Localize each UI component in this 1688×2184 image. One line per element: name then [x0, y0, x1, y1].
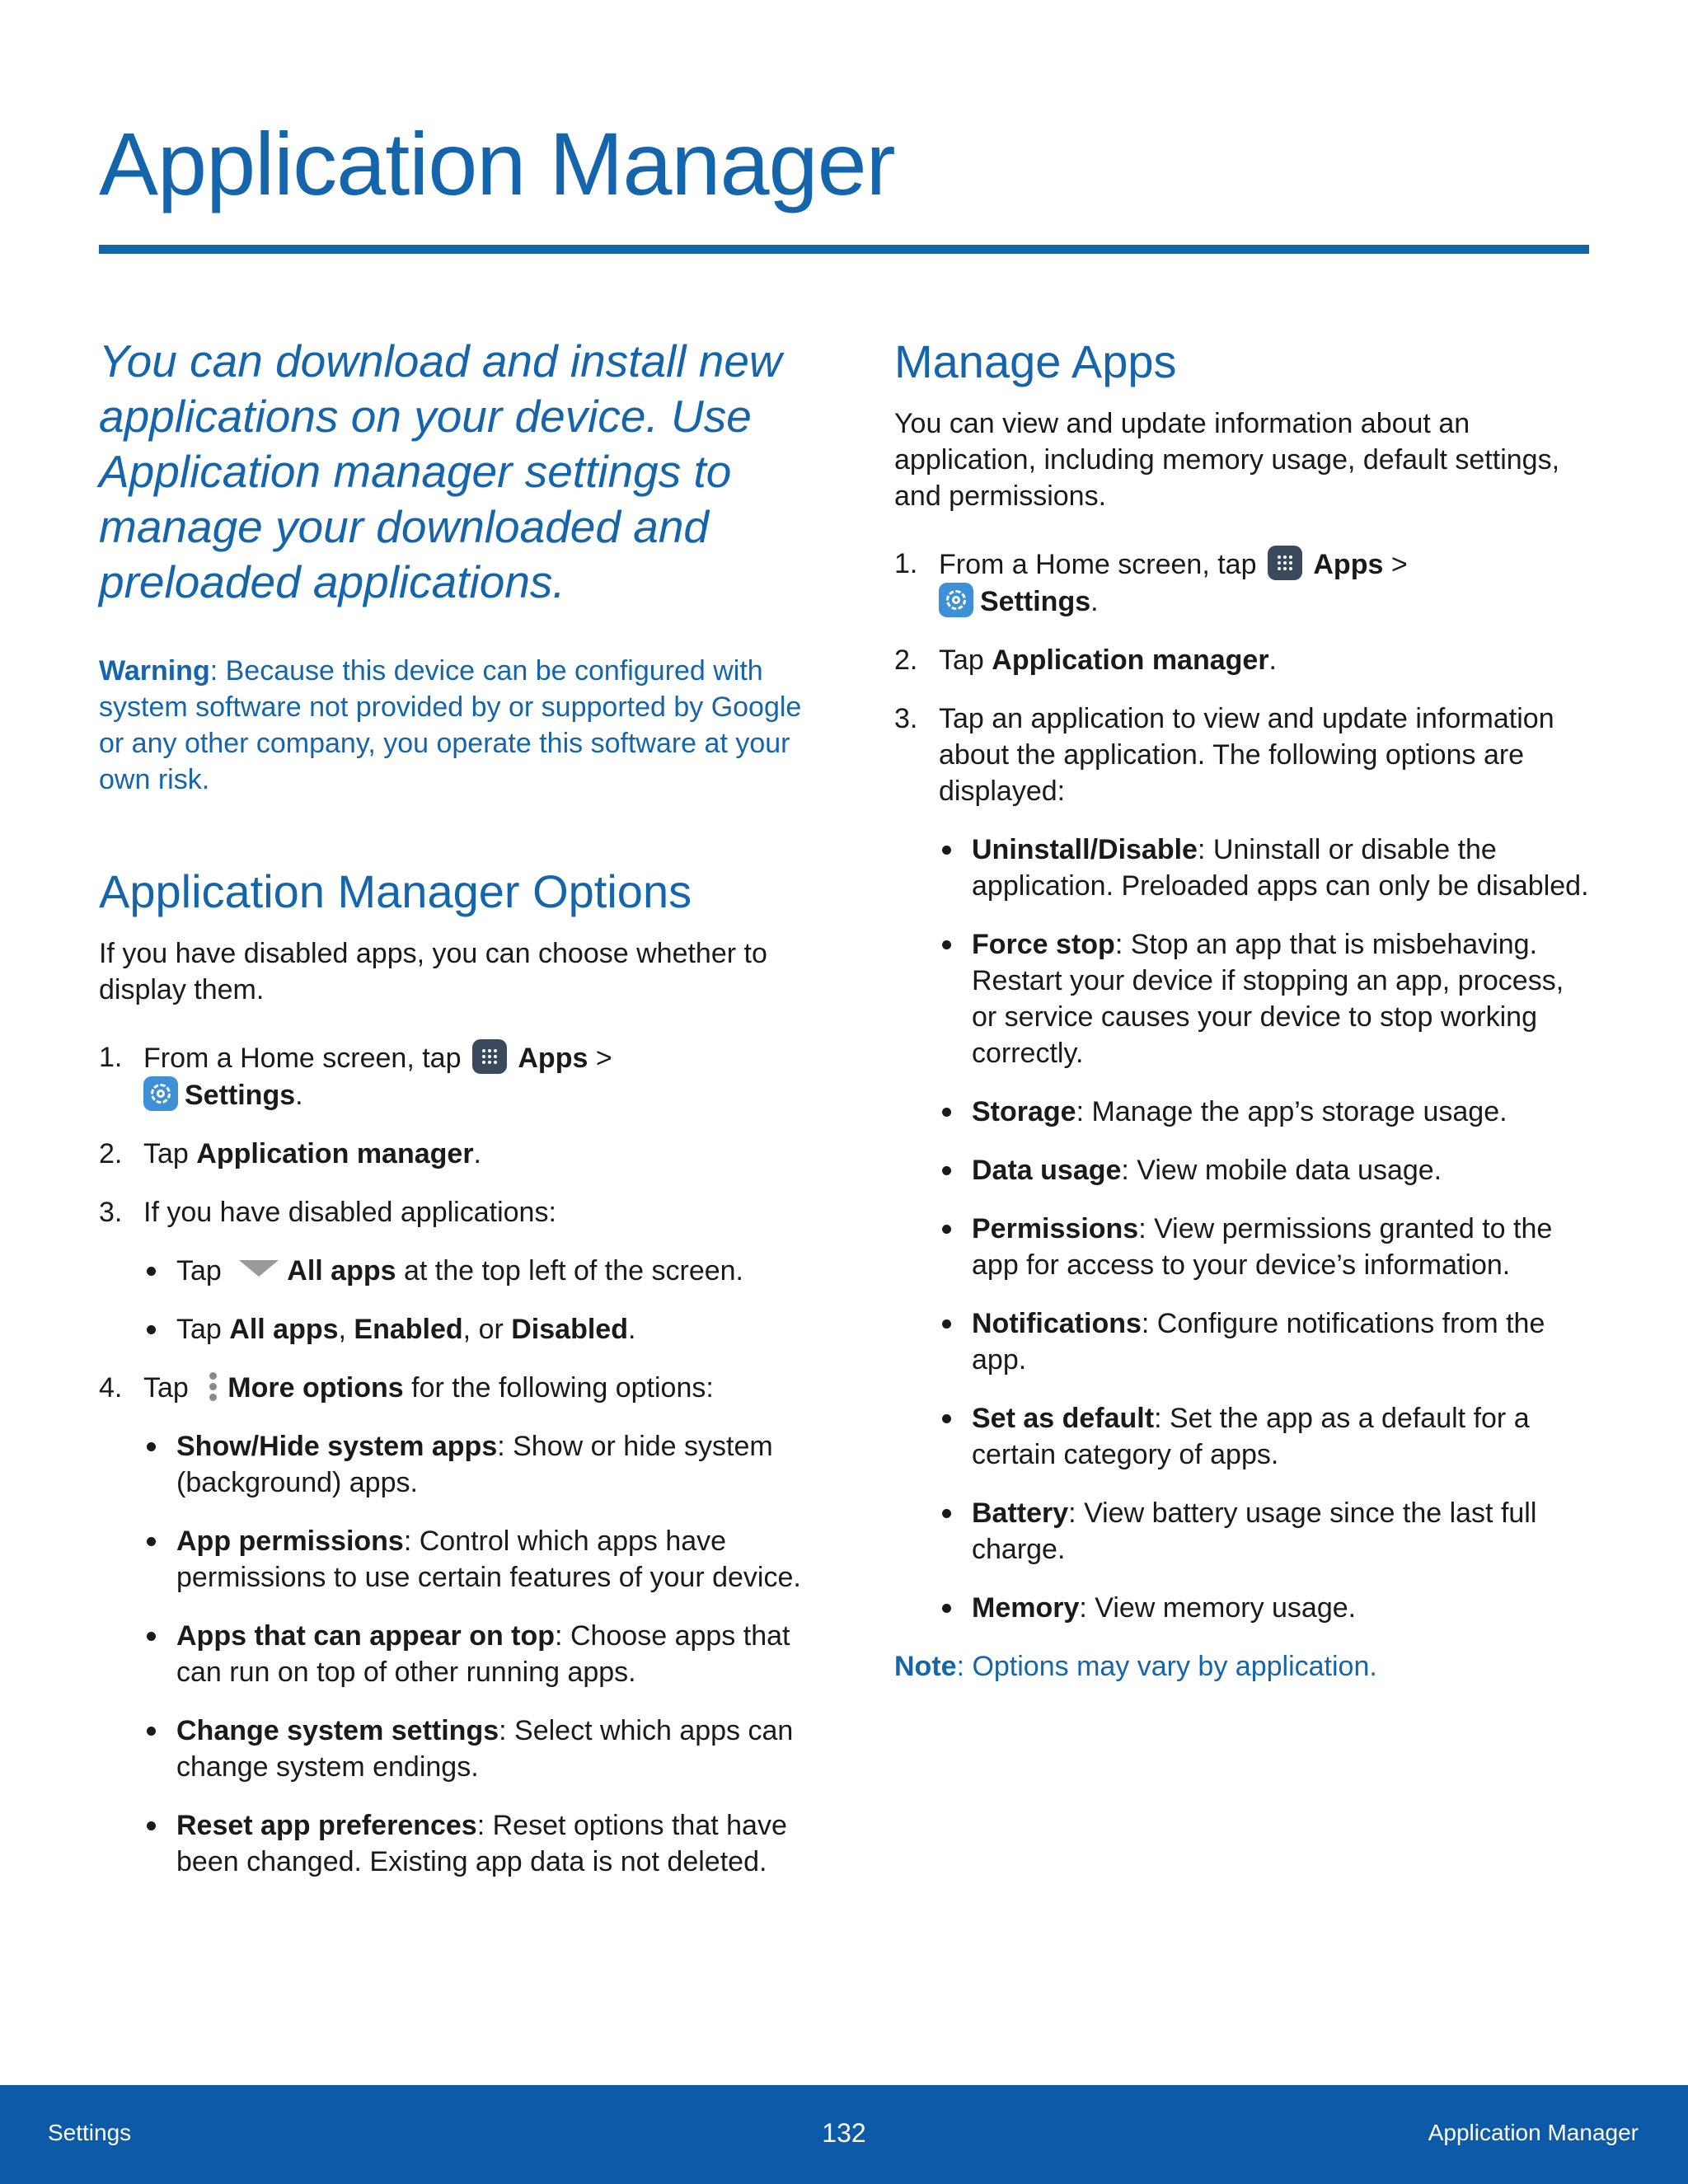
- options-step-4: [99, 1370, 808, 1880]
- item-desc: : Select which apps can change system endings.: [176, 1715, 794, 1783]
- step-3-bullets: [143, 1253, 808, 1347]
- item-text: Tap: [176, 1314, 230, 1346]
- warning-callout: [99, 653, 808, 798]
- step-text: From a Home screen, tap: [143, 1043, 469, 1075]
- more-options-label: More options: [227, 1372, 404, 1404]
- footer-section-label: Settings: [48, 2120, 132, 2145]
- list-item: [939, 1495, 1589, 1568]
- apps-icon: [1268, 546, 1302, 580]
- separator: >: [1383, 549, 1408, 581]
- item-desc: : Stop an app that is misbehaving. Restart your device if stopping an app, process, or service causes your device to stop working correctly.: [972, 929, 1564, 1070]
- manage-step-1: [894, 546, 1589, 620]
- item-term: Memory: [972, 1592, 1080, 1624]
- settings-icon: [143, 1076, 178, 1111]
- punctuation: .: [295, 1080, 303, 1112]
- item-text: Tap: [176, 1255, 230, 1287]
- list-item: [143, 1618, 808, 1690]
- item-desc: : Choose apps that can run on top of other running apps.: [176, 1620, 790, 1689]
- apps-label: Apps: [518, 1043, 588, 1075]
- item-term: Storage: [972, 1096, 1076, 1128]
- step-text: Tap: [143, 1372, 197, 1404]
- step-number: 4.: [99, 1372, 123, 1404]
- step-number: 2.: [99, 1138, 123, 1170]
- item-desc: : Manage the app’s storage usage.: [1076, 1096, 1507, 1128]
- application-manager-label: Application manager: [196, 1138, 474, 1170]
- item-desc: : View memory usage.: [1079, 1592, 1357, 1624]
- separator: >: [588, 1043, 612, 1075]
- manage-steps: [894, 546, 1589, 1626]
- step-number: 3.: [99, 1197, 123, 1229]
- section-heading-manage-apps: Manage Apps: [894, 335, 1177, 387]
- item-desc: : Configure notifications from the app.: [972, 1308, 1545, 1376]
- item-term: Apps that can appear on top: [176, 1620, 556, 1652]
- step-text: From a Home screen, tap: [939, 549, 1264, 581]
- list-item: [143, 1311, 808, 1347]
- list-item: [143, 1713, 808, 1785]
- list-item: [939, 926, 1589, 1071]
- chapter-intro: You can download and install new applications on your device. Use Application manager settings to manage your downloaded and preloaded applications.: [99, 335, 782, 607]
- note-text: : Options may vary by application.: [956, 1651, 1377, 1683]
- left-column: [99, 334, 808, 1902]
- step-number: 3.: [894, 703, 918, 735]
- item-term: Notifications: [972, 1308, 1142, 1340]
- warning-label: Warning: [99, 655, 210, 687]
- footer-chapter-label: Application Manager: [1428, 2120, 1639, 2145]
- item-term: Uninstall/Disable: [972, 834, 1198, 866]
- step-number: 1.: [894, 548, 918, 580]
- item-term: Show/Hide system apps: [176, 1431, 498, 1463]
- item-term: Set as default: [972, 1403, 1155, 1435]
- options-step-3: [99, 1194, 808, 1347]
- list-item: [939, 1211, 1589, 1283]
- list-item: [939, 1400, 1589, 1473]
- punctuation: .: [1090, 586, 1099, 618]
- step-text: for the following options:: [403, 1372, 714, 1404]
- step-text: If you have disabled applications:: [143, 1197, 556, 1229]
- separator: , or: [462, 1314, 512, 1346]
- apps-icon: [472, 1039, 507, 1074]
- note-label: Note: [894, 1651, 957, 1683]
- page-footer: [0, 2085, 1688, 2184]
- options-steps: [99, 1039, 808, 1880]
- item-term: App permissions: [176, 1526, 404, 1558]
- separator: ,: [338, 1314, 354, 1346]
- item-term: Battery: [972, 1497, 1069, 1530]
- right-column: [894, 334, 1589, 1685]
- list-item: [939, 1590, 1589, 1626]
- step-4-bullets: [143, 1428, 808, 1880]
- list-item: [143, 1253, 808, 1289]
- step-text: Tap: [143, 1138, 197, 1170]
- item-desc: : View battery usage since the last full charge.: [972, 1497, 1537, 1566]
- item-desc: : View permissions granted to the app for access to your device’s information.: [972, 1213, 1553, 1282]
- punctuation: .: [1268, 644, 1277, 677]
- item-term: Reset app preferences: [176, 1810, 477, 1842]
- item-term: All apps: [229, 1314, 339, 1346]
- item-desc: : Reset options that have been changed. Existing app data is not deleted.: [176, 1810, 787, 1878]
- dropdown-arrow-icon: [239, 1260, 279, 1277]
- list-item: [939, 1152, 1589, 1188]
- item-desc: : Control which apps have permissions to use certain features of your device.: [176, 1526, 801, 1594]
- step-number: 2.: [894, 644, 918, 677]
- punctuation: .: [627, 1314, 636, 1346]
- item-term: All apps: [287, 1255, 396, 1287]
- item-term: Force stop: [972, 929, 1115, 961]
- list-item: [939, 832, 1589, 904]
- item-term: Permissions: [972, 1213, 1139, 1245]
- item-term: Disabled: [511, 1314, 628, 1346]
- settings-icon: [939, 583, 973, 617]
- manage-step-3: [894, 701, 1589, 1626]
- manage-intro: You can view and update information about an application, including memory usage, default settings, and permissions.: [894, 408, 1560, 513]
- more-options-icon: [208, 1371, 218, 1404]
- options-step-1: [99, 1039, 808, 1113]
- page-title: Application Manager: [99, 114, 895, 213]
- manage-step-2: [894, 642, 1589, 678]
- settings-label: Settings: [980, 586, 1091, 618]
- item-term: Change system settings: [176, 1715, 499, 1747]
- warning-text: : Because this device can be configured with system software not provided by or supported by Google or any other company, you operate this software at your own risk.: [99, 655, 802, 795]
- options-step-2: [99, 1136, 808, 1172]
- list-item: [143, 1428, 808, 1501]
- list-item: [143, 1523, 808, 1596]
- step-number: 1.: [99, 1042, 123, 1074]
- title-divider: [99, 245, 1589, 254]
- options-intro: If you have disabled apps, you can choose whether to display them.: [99, 938, 767, 1006]
- item-desc: : Set the app as a default for a certain category of apps.: [972, 1403, 1530, 1471]
- application-manager-label: Application manager: [992, 644, 1269, 677]
- step-text: Tap: [939, 644, 992, 677]
- punctuation: .: [473, 1138, 481, 1170]
- item-desc: : View mobile data usage.: [1121, 1155, 1442, 1187]
- list-item: [939, 1094, 1589, 1130]
- step-3-bullets: [939, 832, 1589, 1626]
- list-item: [143, 1807, 808, 1880]
- step-text: Tap an application to view and update information about the application. The following options are displayed:: [939, 703, 1554, 808]
- item-desc: : Uninstall or disable the application. Preloaded apps can only be disabled.: [972, 834, 1589, 902]
- apps-label: Apps: [1313, 549, 1384, 581]
- list-item: [939, 1305, 1589, 1378]
- item-text: at the top left of the screen.: [396, 1255, 743, 1287]
- section-heading-options: Application Manager Options: [99, 865, 692, 917]
- item-desc: : Show or hide system (background) apps.: [176, 1431, 773, 1499]
- page-number: 132: [822, 2118, 866, 2148]
- item-term: Enabled: [354, 1314, 463, 1346]
- item-term: Data usage: [972, 1155, 1122, 1187]
- settings-label: Settings: [185, 1080, 296, 1112]
- note-callout: [894, 1648, 1589, 1685]
